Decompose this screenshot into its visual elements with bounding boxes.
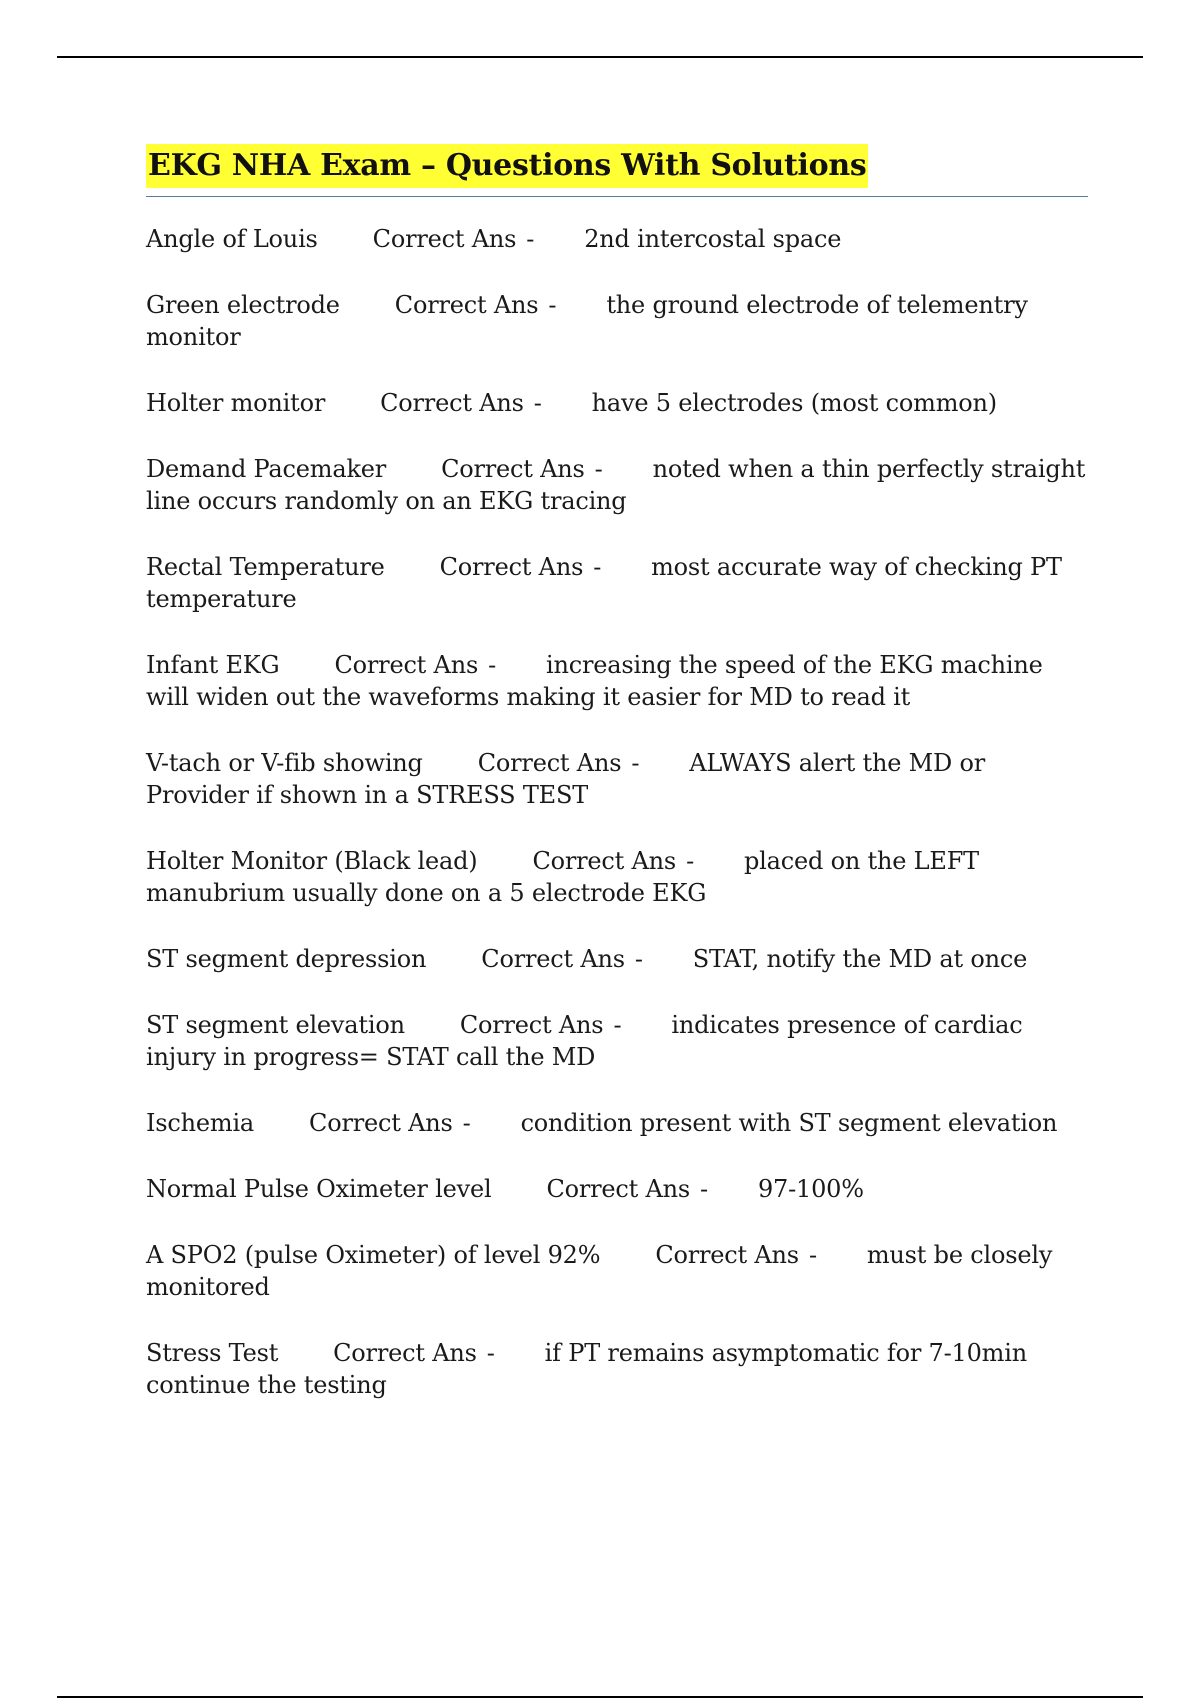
list-item <box>146 1337 1088 1401</box>
question-term: V-tach or V-fib showing <box>146 749 423 777</box>
answer-separator: Correct Ans - <box>394 291 557 319</box>
answer-separator: Correct Ans - <box>334 651 496 679</box>
list-item <box>146 387 1088 419</box>
list-item <box>146 223 1088 255</box>
list-item <box>146 845 1088 909</box>
question-term: Ischemia <box>146 1109 255 1137</box>
question-term: Stress Test <box>146 1339 279 1367</box>
answer-separator: Correct Ans - <box>372 225 535 253</box>
answer-text: 97-100% <box>757 1175 864 1203</box>
answer-text: must be closely monitored <box>146 1241 1053 1301</box>
list-item <box>146 649 1088 713</box>
question-term: A SPO2 (pulse Oximeter) of level 92% <box>146 1241 601 1269</box>
footer-rule <box>57 1696 1143 1698</box>
answer-separator: Correct Ans - <box>309 1109 471 1137</box>
answer-separator: Correct Ans - <box>459 1011 622 1039</box>
list-item <box>146 943 1088 975</box>
list-item <box>146 1173 1088 1205</box>
list-item <box>146 453 1088 517</box>
answer-separator: Correct Ans - <box>655 1241 817 1269</box>
question-term: Holter Monitor (Black lead) <box>146 847 478 875</box>
list-item <box>146 747 1088 811</box>
answer-text: ALWAYS alert the MD or Provider if shown in a STRESS TEST <box>146 749 986 809</box>
question-term: Holter monitor <box>146 389 326 417</box>
question-term: Normal Pulse Oximeter level <box>146 1175 492 1203</box>
answer-separator: Correct Ans - <box>439 553 602 581</box>
question-term: Angle of Louis <box>146 225 318 253</box>
qa-list <box>146 223 1088 1401</box>
list-item <box>146 1107 1088 1139</box>
answer-separator: Correct Ans - <box>546 1175 708 1203</box>
answer-separator: Correct Ans - <box>441 455 603 483</box>
answer-text: most accurate way of checking PT temperature <box>146 553 1062 613</box>
question-term: Infant EKG <box>146 651 280 679</box>
question-term: ST segment elevation <box>146 1011 405 1039</box>
answer-separator: Correct Ans - <box>333 1339 495 1367</box>
header-rule <box>57 56 1143 58</box>
answer-text: if PT remains asymptomatic for 7-10min continue the testing <box>146 1339 1027 1399</box>
answer-text: 2nd intercostal space <box>584 225 842 253</box>
answer-text: placed on the LEFT manubrium usually done on a 5 electrode EKG <box>146 847 979 907</box>
answer-text: the ground electrode of telementry monitor <box>146 291 1028 351</box>
question-term: Demand Pacemaker <box>146 455 387 483</box>
answer-separator: Correct Ans - <box>477 749 640 777</box>
list-item <box>146 1009 1088 1073</box>
list-item <box>146 289 1088 353</box>
list-item <box>146 1239 1088 1303</box>
document-title: EKG NHA Exam – Questions With Solutions <box>146 144 868 188</box>
question-term: Green electrode <box>146 291 340 319</box>
answer-separator: Correct Ans - <box>481 945 643 973</box>
title-block <box>146 144 1088 197</box>
answer-text: have 5 electrodes (most common) <box>591 389 997 417</box>
question-term: Rectal Temperature <box>146 553 385 581</box>
answer-separator: Correct Ans - <box>380 389 542 417</box>
document-body <box>146 144 1088 1435</box>
answer-text: STAT, notify the MD at once <box>692 945 1028 973</box>
answer-separator: Correct Ans - <box>532 847 694 875</box>
list-item <box>146 551 1088 615</box>
answer-text: indicates presence of cardiac injury in progress= STAT call the MD <box>146 1011 1023 1071</box>
answer-text: condition present with ST segment elevation <box>520 1109 1058 1137</box>
question-term: ST segment depression <box>146 945 427 973</box>
answer-text: noted when a thin perfectly straight line occurs randomly on an EKG tracing <box>146 455 1086 515</box>
answer-text: increasing the speed of the EKG machine will widen out the waveforms making it easier for MD to read it <box>146 651 1043 711</box>
